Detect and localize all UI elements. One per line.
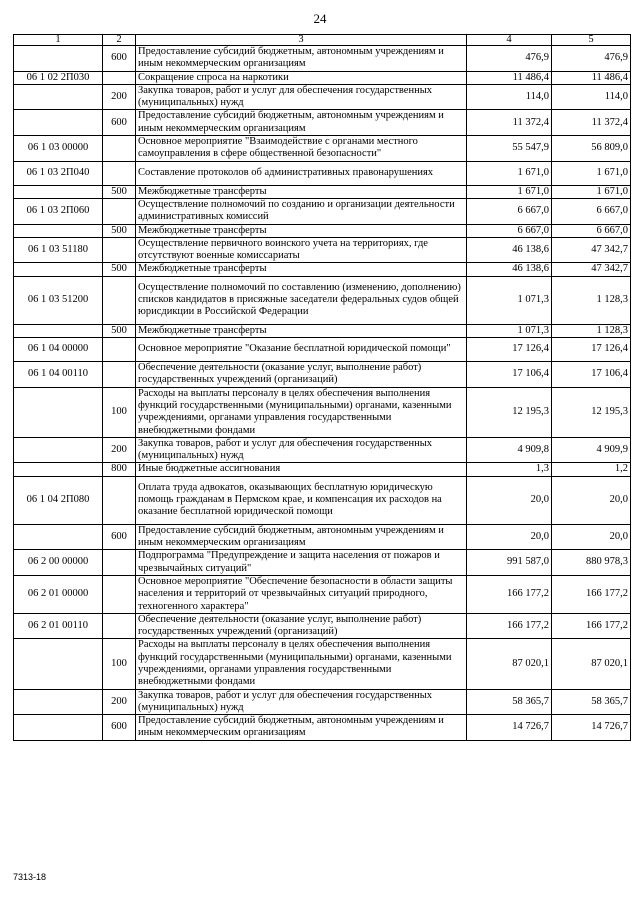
budget-code-cell <box>14 185 103 198</box>
amount-col4-cell: 17 106,4 <box>467 362 552 388</box>
table-row <box>14 524 631 550</box>
amount-col5-cell: 11 486,4 <box>552 71 631 84</box>
expense-type-cell: 500 <box>103 324 136 337</box>
description-cell: Основное мероприятие "Оказание бесплатной юридической помощи" <box>136 338 467 362</box>
table-row <box>14 639 631 689</box>
page-number: 24 <box>313 11 327 26</box>
budget-code-cell <box>14 263 103 276</box>
expense-type-cell <box>103 575 136 613</box>
amount-col5-cell: 1 671,0 <box>552 185 631 198</box>
expense-type-cell <box>103 338 136 362</box>
amount-col5-cell: 17 106,4 <box>552 362 631 388</box>
table-row <box>14 224 631 237</box>
description-cell: Расходы на выплаты персоналу в целях обеспечения выполнения функций государственными (муниципальными) органами, казенными учреждениями, органами управления государственными внебюджетными фондами <box>136 639 467 689</box>
table-row <box>14 46 631 72</box>
amount-col4-cell: 476,9 <box>467 46 552 72</box>
expense-type-cell: 200 <box>103 84 136 110</box>
expense-type-cell <box>103 161 136 185</box>
budget-code-cell <box>14 387 103 437</box>
amount-col5-cell: 14 726,7 <box>552 715 631 741</box>
amount-col5-cell: 114,0 <box>552 84 631 110</box>
budget-table <box>13 34 631 741</box>
expense-type-cell <box>103 476 136 524</box>
description-cell: Обеспечение деятельности (оказание услуг, выполнение работ) государственных учреждений (организаций) <box>136 613 467 639</box>
amount-col4-cell: 6 667,0 <box>467 198 552 224</box>
description-cell: Подпрограмма "Предупреждение и защита населения от пожаров и чрезвычайных ситуаций" <box>136 550 467 576</box>
budget-code-cell <box>14 639 103 689</box>
description-cell: Расходы на выплаты персоналу в целях обеспечения выполнения функций государственными (муниципальными) органами, казенными учреждениями, органами управления государственными внебюджетными фондами <box>136 387 467 437</box>
budget-code-cell: 06 1 03 00000 <box>14 136 103 162</box>
budget-code-cell: 06 2 00 00000 <box>14 550 103 576</box>
table-row <box>14 715 631 741</box>
amount-col5-cell: 166 177,2 <box>552 613 631 639</box>
description-cell: Осуществление полномочий по созданию и организации деятельности административных комиссий <box>136 198 467 224</box>
amount-col4-cell: 114,0 <box>467 84 552 110</box>
description-cell: Предоставление субсидий бюджетным, автономным учреждениям и иным некоммерческим организациям <box>136 110 467 136</box>
amount-col4-cell: 12 195,3 <box>467 387 552 437</box>
amount-col4-cell: 4 909,8 <box>467 437 552 463</box>
budget-code-cell: 06 1 03 2П060 <box>14 198 103 224</box>
expense-type-cell <box>103 276 136 324</box>
amount-col5-cell: 47 342,7 <box>552 237 631 263</box>
expense-type-cell: 100 <box>103 387 136 437</box>
description-cell: Межбюджетные трансферты <box>136 224 467 237</box>
budget-code-cell <box>14 689 103 715</box>
amount-col4-cell: 11 372,4 <box>467 110 552 136</box>
expense-type-cell <box>103 237 136 263</box>
amount-col5-cell: 1 671,0 <box>552 161 631 185</box>
description-cell: Закупка товаров, работ и услуг для обеспечения государственных (муниципальных) нужд <box>136 689 467 715</box>
expense-type-cell: 200 <box>103 689 136 715</box>
header-col-3: 3 <box>136 35 467 46</box>
amount-col4-cell: 87 020,1 <box>467 639 552 689</box>
amount-col5-cell: 880 978,3 <box>552 550 631 576</box>
description-cell: Основное мероприятие "Взаимодействие с органами местного самоуправления в сфере общественной безопасности" <box>136 136 467 162</box>
description-cell: Межбюджетные трансферты <box>136 263 467 276</box>
budget-code-cell: 06 2 01 00000 <box>14 575 103 613</box>
table-row <box>14 437 631 463</box>
amount-col4-cell: 1 071,3 <box>467 324 552 337</box>
amount-col5-cell: 6 667,0 <box>552 198 631 224</box>
amount-col4-cell: 17 126,4 <box>467 338 552 362</box>
amount-col4-cell: 166 177,2 <box>467 613 552 639</box>
budget-code-cell <box>14 524 103 550</box>
table-row <box>14 362 631 388</box>
expense-type-cell: 600 <box>103 524 136 550</box>
description-cell: Закупка товаров, работ и услуг для обеспечения государственных (муниципальных) нужд <box>136 437 467 463</box>
expense-type-cell: 600 <box>103 46 136 72</box>
amount-col5-cell: 12 195,3 <box>552 387 631 437</box>
budget-code-cell <box>14 463 103 476</box>
table-row <box>14 338 631 362</box>
table-row <box>14 136 631 162</box>
table-row <box>14 476 631 524</box>
amount-col5-cell: 4 909,9 <box>552 437 631 463</box>
amount-col4-cell: 1 071,3 <box>467 276 552 324</box>
table-body <box>14 46 631 741</box>
description-cell: Осуществление полномочий по составлению (изменению, дополнению) списков кандидатов в присяжные заседатели федеральных судов общей юрисдикции в Российской Федерации <box>136 276 467 324</box>
table-row <box>14 324 631 337</box>
description-cell: Основное мероприятие "Обеспечение безопасности в области защиты населения и территорий от чрезвычайных ситуаций природного, техногенного характера" <box>136 575 467 613</box>
budget-code-cell <box>14 84 103 110</box>
amount-col4-cell: 20,0 <box>467 476 552 524</box>
amount-col5-cell: 1 128,3 <box>552 324 631 337</box>
amount-col4-cell: 11 486,4 <box>467 71 552 84</box>
table-row <box>14 463 631 476</box>
amount-col4-cell: 166 177,2 <box>467 575 552 613</box>
amount-col5-cell: 6 667,0 <box>552 224 631 237</box>
expense-type-cell: 500 <box>103 224 136 237</box>
budget-code-cell <box>14 437 103 463</box>
expense-type-cell <box>103 136 136 162</box>
amount-col5-cell: 1 128,3 <box>552 276 631 324</box>
description-cell: Предоставление субсидий бюджетным, автономным учреждениям и иным некоммерческим организациям <box>136 524 467 550</box>
budget-code-cell: 06 2 01 00110 <box>14 613 103 639</box>
amount-col5-cell: 166 177,2 <box>552 575 631 613</box>
amount-col5-cell: 476,9 <box>552 46 631 72</box>
budget-code-cell: 06 1 03 51200 <box>14 276 103 324</box>
amount-col5-cell: 87 020,1 <box>552 639 631 689</box>
table-row <box>14 71 631 84</box>
table-row <box>14 550 631 576</box>
table-row <box>14 575 631 613</box>
amount-col4-cell: 58 365,7 <box>467 689 552 715</box>
description-cell: Иные бюджетные ассигнования <box>136 463 467 476</box>
budget-code-cell <box>14 110 103 136</box>
amount-col4-cell: 46 138,6 <box>467 263 552 276</box>
expense-type-cell: 200 <box>103 437 136 463</box>
budget-code-cell <box>14 715 103 741</box>
budget-code-cell: 06 1 04 00110 <box>14 362 103 388</box>
expense-type-cell <box>103 71 136 84</box>
expense-type-cell <box>103 198 136 224</box>
table-row <box>14 110 631 136</box>
table-row <box>14 237 631 263</box>
budget-code-cell: 06 1 04 00000 <box>14 338 103 362</box>
amount-col4-cell: 1 671,0 <box>467 161 552 185</box>
amount-col4-cell: 6 667,0 <box>467 224 552 237</box>
budget-code-cell: 06 1 04 2П080 <box>14 476 103 524</box>
amount-col4-cell: 1 671,0 <box>467 185 552 198</box>
budget-code-cell: 06 1 03 51180 <box>14 237 103 263</box>
expense-type-cell: 600 <box>103 715 136 741</box>
expense-type-cell: 500 <box>103 185 136 198</box>
amount-col5-cell: 11 372,4 <box>552 110 631 136</box>
table-row <box>14 84 631 110</box>
table-row <box>14 387 631 437</box>
description-cell: Предоставление субсидий бюджетным, автономным учреждениям и иным некоммерческим организациям <box>136 46 467 72</box>
amount-col5-cell: 17 126,4 <box>552 338 631 362</box>
table-row <box>14 185 631 198</box>
table-row <box>14 198 631 224</box>
expense-type-cell: 600 <box>103 110 136 136</box>
description-cell: Предоставление субсидий бюджетным, автономным учреждениям и иным некоммерческим организациям <box>136 715 467 741</box>
amount-col4-cell: 991 587,0 <box>467 550 552 576</box>
amount-col5-cell: 20,0 <box>552 524 631 550</box>
table-row <box>14 276 631 324</box>
expense-type-cell: 100 <box>103 639 136 689</box>
amount-col4-cell: 1,3 <box>467 463 552 476</box>
expense-type-cell <box>103 613 136 639</box>
table-row <box>14 161 631 185</box>
description-cell: Межбюджетные трансферты <box>136 324 467 337</box>
amount-col4-cell: 55 547,9 <box>467 136 552 162</box>
header-col-1: 1 <box>14 35 103 46</box>
expense-type-cell <box>103 362 136 388</box>
budget-code-cell <box>14 224 103 237</box>
amount-col5-cell: 56 809,0 <box>552 136 631 162</box>
expense-type-cell <box>103 550 136 576</box>
amount-col4-cell: 14 726,7 <box>467 715 552 741</box>
header-col-2: 2 <box>103 35 136 46</box>
description-cell: Межбюджетные трансферты <box>136 185 467 198</box>
table-row <box>14 613 631 639</box>
budget-code-cell: 06 1 03 2П040 <box>14 161 103 185</box>
budget-code-cell <box>14 324 103 337</box>
document-code: 7313-18 <box>13 872 47 882</box>
header-col-4: 4 <box>467 35 552 46</box>
amount-col5-cell: 58 365,7 <box>552 689 631 715</box>
header-col-5: 5 <box>552 35 631 46</box>
table-row <box>14 263 631 276</box>
expense-type-cell: 500 <box>103 263 136 276</box>
amount-col4-cell: 20,0 <box>467 524 552 550</box>
amount-col5-cell: 20,0 <box>552 476 631 524</box>
amount-col5-cell: 47 342,7 <box>552 263 631 276</box>
budget-code-cell: 06 1 02 2П030 <box>14 71 103 84</box>
budget-code-cell <box>14 46 103 72</box>
amount-col5-cell: 1,2 <box>552 463 631 476</box>
description-cell: Составление протоколов об административных правонарушениях <box>136 161 467 185</box>
description-cell: Сокращение спроса на наркотики <box>136 71 467 84</box>
table-header-row <box>14 35 631 46</box>
description-cell: Оплата труда адвокатов, оказывающих бесплатную юридическую помощь гражданам в Пермском крае, и компенсация их расходов на оказание бесплатной юридической помощи <box>136 476 467 524</box>
expense-type-cell: 800 <box>103 463 136 476</box>
table-row <box>14 689 631 715</box>
description-cell: Осуществление первичного воинского учета на территориях, где отсутствуют военные комиссариаты <box>136 237 467 263</box>
description-cell: Обеспечение деятельности (оказание услуг, выполнение работ) государственных учреждений (организаций) <box>136 362 467 388</box>
description-cell: Закупка товаров, работ и услуг для обеспечения государственных (муниципальных) нужд <box>136 84 467 110</box>
amount-col4-cell: 46 138,6 <box>467 237 552 263</box>
